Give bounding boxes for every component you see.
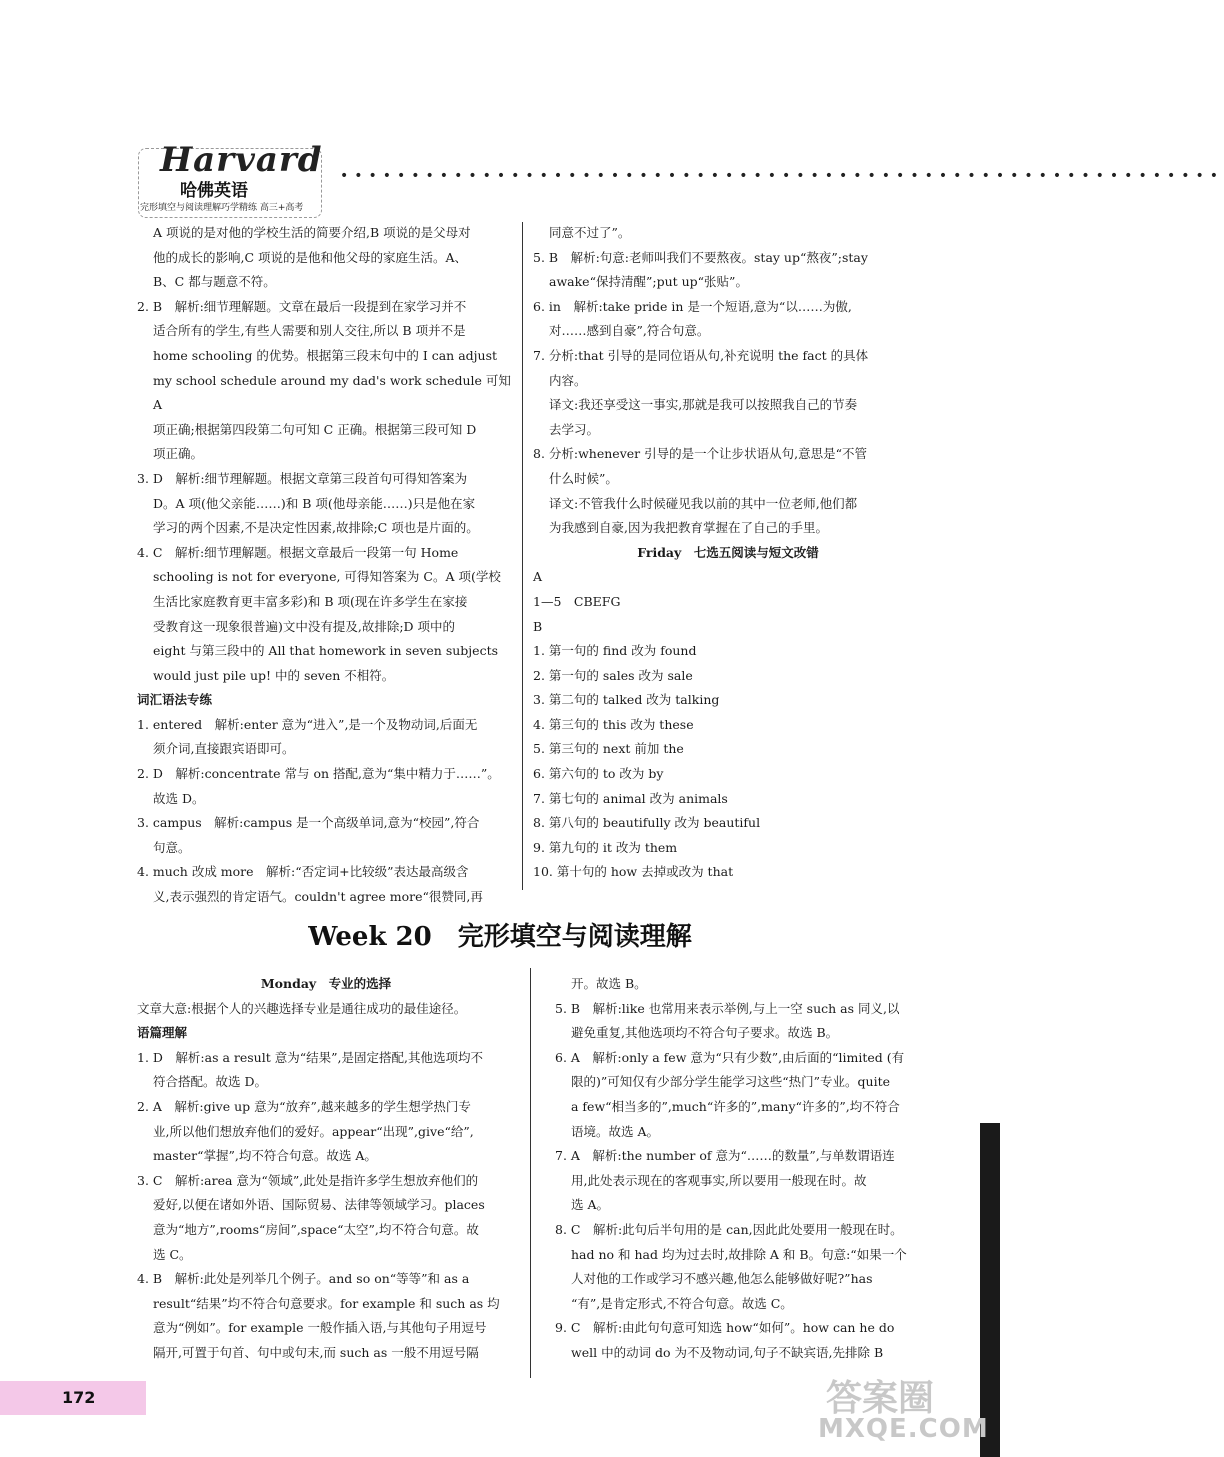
text-line: 6. in 解析:take pride in 是一个短语,意为“以……为傲, — [533, 298, 852, 314]
text-line: 用,此处表示现在的客观事实,所以要用一般现在时。故 — [571, 1172, 867, 1188]
brand-subtitle: 完形填空与阅读理解巧学精练 高三+高考 — [140, 203, 304, 213]
text-line: 限的)”可知仅有少部分学生能学习这些“热门”专业。quite — [571, 1074, 891, 1090]
text-line: 4. much 改成 more 解析:“否定词+比较级”表达最高级含 — [137, 864, 469, 880]
text-line: 7. A 解析:the number of 意为“……的数量”,与单数谓语连 — [555, 1148, 895, 1164]
text-line: 语境。故选 A。 — [571, 1123, 660, 1139]
text-line: 10. 第十句的 how 去掉或改为 that — [533, 864, 734, 880]
text-line: well 中的动词 do 为不及物动词,句子不缺宾语,先排除 B — [571, 1344, 884, 1360]
bottom-left-column — [137, 972, 515, 1366]
text-line: 9. 第九句的 it 改为 them — [533, 839, 678, 855]
text-line: 5. B 解析:like 也常用来表示举例,与上一空 such as 同义,以 — [555, 1000, 900, 1016]
text-line: would just pile up! 中的 seven 不相符。 — [153, 667, 395, 683]
text-line: A — [533, 569, 543, 585]
text-line: D。A 项(他父亲能……)和 B 项(他母亲能……)只是他在家 — [153, 495, 476, 511]
text-line: 他的成长的影响,C 项说的是他和他父母的家庭生活。A、 — [153, 249, 468, 265]
watermark-url: MXQE.COM — [818, 1414, 989, 1444]
brand-header — [138, 140, 330, 220]
text-line: eight 与第三段中的 All that homework in seven subjects — [153, 643, 499, 659]
text-line: 同意不过了”。 — [549, 225, 631, 240]
text-line: B — [533, 618, 543, 634]
text-line: 语篇理解 — [137, 1025, 188, 1041]
text-line: 译文:我还享受这一事实,那就是我可以按照我自己的节奏 — [549, 397, 858, 413]
text-line: my school schedule around my dad's work schedule 可知 A — [153, 372, 511, 413]
text-line: 意为“例如”。for example 一般作插入语,与其他句子用逗号 — [153, 1320, 487, 1336]
text-line: 意为“地方”,rooms“房间”,space“太空”,均不符合句意。故 — [153, 1221, 479, 1237]
header-dotted-line: •••••••••••••••••••••••••••••••••••••••••••••••••••••••••••••• — [340, 168, 1224, 184]
text-line: 8. 分析:whenever 引导的是一个让步状语从句,意思是“不管 — [533, 446, 867, 462]
text-line: “有”,是肯定形式,不符合句意。故选 C。 — [571, 1295, 793, 1311]
text-line: 译文:不管我什么时候碰见我以前的其中一位老师,他们都 — [549, 495, 858, 511]
text-line: 2. 第一句的 sales 改为 sale — [533, 667, 693, 683]
text-line: 8. 第八句的 beautifully 改为 beautiful — [533, 815, 761, 831]
text-line: 1. D 解析:as a result 意为“结果”,是固定搭配,其他选项均不 — [137, 1049, 483, 1065]
text-line: 避免重复,其他选项均不符合句子要求。故选 B。 — [571, 1025, 839, 1041]
text-line: awake“保持清醒”;put up“张贴”。 — [549, 274, 748, 290]
column-divider-top — [522, 222, 523, 890]
text-line: 词汇语法专练 — [137, 692, 213, 708]
text-line: 爱好,以便在诸如外语、国际贸易、法律等领域学习。places — [153, 1197, 485, 1213]
text-line: 1—5 CBEFG — [533, 593, 621, 609]
text-line: result“结果”均不符合句意要求。for example 和 such as 均 — [153, 1295, 500, 1311]
watermark-logo: 答案圈 — [826, 1378, 935, 1419]
text-line: home schooling 的优势。根据第三段末句中的 I can adjust — [153, 347, 498, 363]
column-divider-bottom — [530, 968, 531, 1378]
text-line: 7. 第七句的 animal 改为 animals — [533, 790, 728, 806]
text-line: 1. entered 解析:enter 意为“进入”,是一个及物动词,后面无 — [137, 716, 478, 732]
text-line: 内容。 — [549, 372, 587, 388]
text-line: 人对他的工作或学习不感兴趣,他怎么能够做好呢?”has — [571, 1271, 873, 1287]
text-line: A 项说的是对他的学校生活的简要介绍,B 项说的是父母对 — [153, 225, 471, 240]
text-line: 须介词,直接跟宾语即可。 — [153, 741, 295, 757]
text-line: 生活比家庭教育更丰富多彩)和 B 项(现在许多学生在家接 — [153, 593, 468, 609]
text-line: schooling is not for everyone, 可得知答案为 C。A 项(学校 — [153, 569, 501, 585]
brand-logo: Harvard — [160, 140, 323, 180]
text-line: 为我感到自豪,因为我把教育掌握在了自己的手里。 — [549, 520, 828, 536]
text-line: 8. C 解析:此句后半句用的是 can,因此此处要用一般现在时。 — [555, 1221, 903, 1237]
text-line: 3. campus 解析:campus 是一个高级单词,意为“校园”,符合 — [137, 815, 480, 831]
brand-cn-title: 哈佛英语 — [180, 181, 248, 201]
text-line: 对……感到自豪”,符合句意。 — [549, 323, 710, 339]
text-line: 6. 第六句的 to 改为 by — [533, 766, 664, 782]
text-line: 项正确;根据第四段第二句可知 C 正确。根据第三段可知 D — [153, 421, 477, 437]
text-line: 9. C 解析:由此句句意可知选 how“如何”。how can he do — [555, 1320, 895, 1336]
text-line: 义,表示强烈的肯定语气。couldn't agree more“很赞同,再 — [153, 889, 483, 905]
watermark — [818, 1370, 989, 1450]
text-line: 句意。 — [153, 839, 191, 855]
text-line: 符合搭配。故选 D。 — [153, 1074, 267, 1090]
text-line: 3. C 解析:area 意为“领域”,此处是指许多学生想放弃他们的 — [137, 1172, 479, 1188]
top-left-column — [137, 221, 515, 910]
text-line: 2. D 解析:concentrate 常与 on 搭配,意为“集中精力于……”。 — [137, 766, 500, 782]
page-edge-tab — [980, 1123, 1000, 1457]
text-line: 4. 第三句的 this 改为 these — [533, 716, 694, 732]
page-number: 172 — [62, 1388, 96, 1407]
text-line: 开。故选 B。 — [571, 976, 647, 991]
text-line: 选 A。 — [571, 1197, 610, 1213]
text-line: 文章大意:根据个人的兴趣选择专业是通往成功的最佳途径。 — [137, 1000, 467, 1016]
text-line: 故选 D。 — [153, 790, 205, 806]
text-line: 7. 分析:that 引导的是同位语从句,补充说明 the fact 的具体 — [533, 347, 869, 363]
week-title: Week 20 完形填空与阅读理解 — [308, 922, 692, 952]
text-line: 隔开,可置于句首、句中或句末,而 such as 一般不用逗号隔 — [153, 1344, 479, 1360]
text-line: 1. 第一句的 find 改为 found — [533, 643, 697, 659]
text-line: 项正确。 — [153, 446, 204, 462]
text-line: a few“相当多的”,much“许多的”,many“许多的”,均不符合 — [571, 1098, 900, 1114]
text-line: Friday 七选五阅读与短文改错 — [637, 544, 819, 560]
text-line: B、C 都与题意不符。 — [153, 274, 276, 290]
text-line: 适合所有的学生,有些人需要和别人交往,所以 B 项并不是 — [153, 323, 466, 339]
text-line: 4. B 解析:此处是列举几个例子。and so on“等等”和 as a — [137, 1271, 470, 1287]
top-right-column — [533, 221, 923, 885]
text-line: 5. B 解析:句意:老师叫我们不要熬夜。stay up“熬夜”;stay — [533, 249, 868, 265]
text-line: 3. D 解析:细节理解题。根据文章第三段首句可得知答案为 — [137, 470, 468, 486]
text-line: 2. A 解析:give up 意为“放弃”,越来越多的学生想学热门专 — [137, 1098, 471, 1114]
text-line: 6. A 解析:only a few 意为“只有少数”,由后面的“limited (有 — [555, 1049, 905, 1065]
text-line: 2. B 解析:细节理解题。文章在最后一段提到在家学习并不 — [137, 298, 467, 314]
text-line: 什么时候”。 — [549, 470, 618, 486]
text-line: had no 和 had 均为过去时,故排除 A 和 B。句意:“如果一个 — [571, 1246, 907, 1262]
text-line: 去学习。 — [549, 421, 600, 437]
text-line: 5. 第三句的 next 前加 the — [533, 741, 684, 757]
text-line: 学习的两个因素,不是决定性因素,故排除;C 项也是片面的。 — [153, 520, 479, 536]
bottom-right-column — [555, 972, 925, 1366]
text-line: 3. 第二句的 talked 改为 talking — [533, 692, 720, 708]
text-line: master“掌握”,均不符合句意。故选 A。 — [153, 1148, 377, 1164]
text-line: Monday 专业的选择 — [260, 976, 392, 991]
text-line: 受教育这一现象很普遍)文中没有提及,故排除;D 项中的 — [153, 618, 456, 634]
text-line: 业,所以他们想放弃他们的爱好。appear“出现”,give“给”, — [153, 1123, 474, 1139]
text-line: 选 C。 — [153, 1246, 192, 1262]
text-line: 4. C 解析:细节理解题。根据文章最后一段第一句 Home — [137, 544, 459, 560]
